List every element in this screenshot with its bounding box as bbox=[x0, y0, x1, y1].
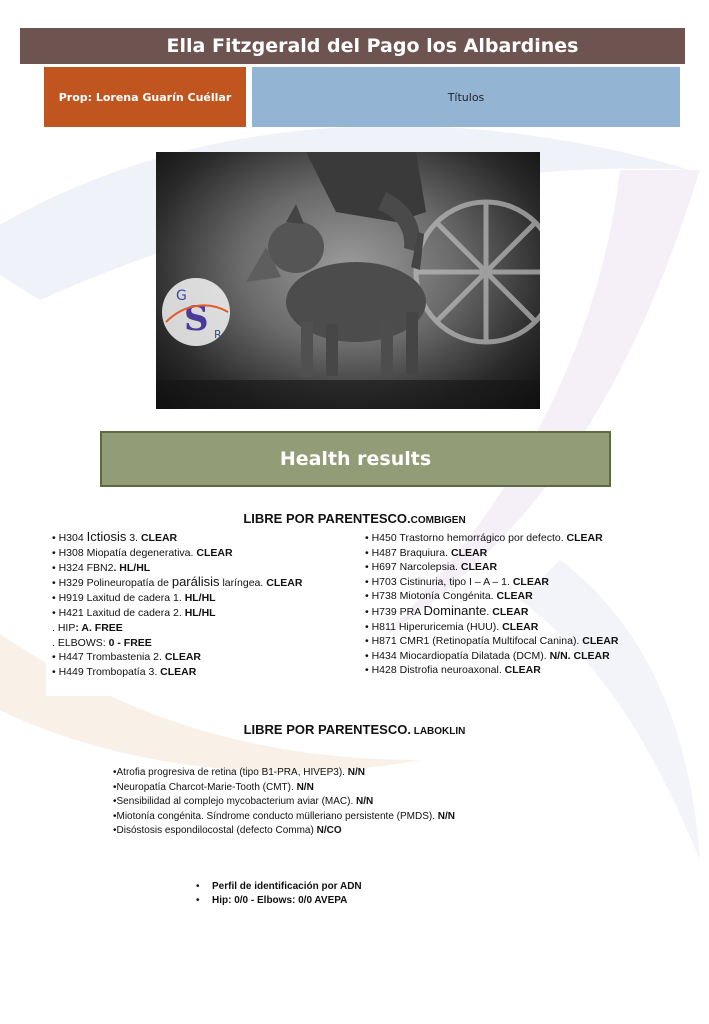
item-text-large: Ictiosis bbox=[86, 529, 127, 544]
list-item bbox=[359, 560, 699, 575]
item-text: • H811 Hiperuricemia (HUU). bbox=[365, 620, 503, 633]
item-result: CLEAR bbox=[496, 590, 533, 603]
list-item bbox=[359, 531, 699, 546]
item-result: CLEAR bbox=[140, 532, 178, 544]
item-text: • H449 Trombopatía 3. bbox=[52, 666, 161, 679]
item-result: CLEAR bbox=[492, 605, 529, 618]
item-result: CLEAR bbox=[450, 546, 488, 559]
item-text: •Disóstosis espondilocostal (defecto Comma) bbox=[113, 825, 317, 837]
list-item bbox=[359, 589, 699, 604]
item-result: HL/HL bbox=[184, 606, 216, 619]
list-item bbox=[359, 663, 699, 678]
extra-list bbox=[196, 880, 596, 908]
item-result: CLEAR bbox=[460, 561, 498, 574]
item-text: •Atrofia progresiva de retina (tipo B1-PRA, HIVEP3). bbox=[113, 767, 348, 778]
owner-label: Prop: Lorena Guarín Cuéllar bbox=[58, 90, 232, 104]
list-item bbox=[46, 650, 347, 665]
laboklin-heading: LIBRE POR PARENTESCO. LABOKLIN bbox=[243, 722, 466, 737]
list-item bbox=[113, 795, 673, 810]
item-result: CLEAR bbox=[502, 620, 539, 633]
list-item bbox=[359, 620, 699, 635]
item-result: CLEAR bbox=[266, 577, 303, 590]
list-item bbox=[46, 665, 347, 680]
item-text: • H447 Trombastenia 2. bbox=[52, 651, 165, 664]
svg-text:G: G bbox=[176, 288, 187, 304]
item-text: • H329 Polineuropatía de bbox=[52, 577, 172, 590]
list-item bbox=[113, 824, 673, 839]
dog-photo-illustration bbox=[156, 152, 540, 409]
list-item bbox=[46, 575, 347, 591]
list-item bbox=[113, 766, 673, 781]
list-item bbox=[359, 546, 699, 561]
list-item bbox=[46, 606, 347, 621]
dog-name-title: Ella Fitzgerald del Pago los Albardines bbox=[166, 35, 579, 57]
list-item bbox=[196, 894, 596, 908]
item-text: • H428 Distrofia neuroaxonal. bbox=[365, 664, 505, 677]
title-bar bbox=[20, 28, 685, 64]
svg-text:S: S bbox=[184, 299, 209, 339]
item-text: • H919 Laxitud de cadera 1. bbox=[52, 592, 185, 605]
list-item bbox=[113, 781, 673, 796]
item-text: • H324 FBN bbox=[52, 561, 108, 574]
item-result: . HL/HL bbox=[113, 561, 151, 574]
item-text: laríngea. bbox=[219, 577, 267, 590]
combigen-right-list bbox=[359, 531, 699, 678]
item-text: 3. bbox=[126, 532, 141, 544]
item-text: Perfil de identificación por ADN bbox=[212, 881, 362, 892]
item-text: • H487 Braquiura. bbox=[365, 546, 451, 559]
item-text: 2 bbox=[107, 561, 114, 574]
combigen-heading: LIBRE POR PARENTESCO.COMBIGEN bbox=[243, 511, 466, 526]
item-text: •Neuropatía Charcot-Marie-Tooth (CMT). bbox=[113, 781, 297, 793]
item-result: N/N bbox=[347, 767, 365, 778]
laboklin-list bbox=[113, 766, 673, 839]
list-item bbox=[113, 810, 673, 825]
bullet-icon: • bbox=[196, 895, 200, 906]
titles-label: Títulos bbox=[447, 90, 485, 104]
owner-box bbox=[44, 67, 246, 127]
svg-text:R: R bbox=[214, 328, 222, 341]
list-item bbox=[46, 636, 347, 651]
list-item bbox=[46, 561, 347, 576]
health-results-banner bbox=[100, 431, 611, 487]
item-result: HL/HL bbox=[184, 592, 216, 605]
item-text: •Sensibilidad al complejo mycobacterium aviar (MAC). bbox=[113, 796, 357, 808]
item-result: CLEAR bbox=[504, 664, 541, 677]
item-text: • H739 PRA bbox=[365, 605, 424, 618]
item-text: . ELBOWS: bbox=[52, 636, 109, 649]
item-text: . bbox=[486, 605, 493, 618]
item-text: . HIP bbox=[52, 621, 76, 634]
item-result: CLEAR bbox=[582, 635, 619, 648]
list-item bbox=[359, 649, 699, 664]
item-text: • H738 Miotonía Congénita. bbox=[365, 590, 497, 603]
list-item bbox=[46, 530, 347, 546]
item-result: CLEAR bbox=[512, 575, 550, 588]
combigen-left-list bbox=[46, 530, 347, 696]
list-item bbox=[359, 634, 699, 649]
item-text-large: parálisis bbox=[171, 574, 220, 590]
item-text-large: Dominante bbox=[423, 602, 487, 618]
item-result: CLEAR bbox=[160, 666, 197, 679]
list-item bbox=[46, 621, 347, 636]
item-result: N/N bbox=[437, 810, 456, 822]
item-result: N/N. CLEAR bbox=[549, 649, 610, 662]
item-text: • H304 bbox=[52, 532, 87, 544]
list-item bbox=[46, 546, 347, 561]
bullet-icon: • bbox=[196, 881, 200, 892]
item-result: N/N bbox=[356, 796, 374, 808]
item-text: Hip: 0/0 - Elbows: 0/0 AVEPA bbox=[212, 895, 348, 906]
dog-photo bbox=[156, 152, 540, 409]
item-result: CLEAR bbox=[164, 651, 201, 664]
item-result: 0 - FREE bbox=[108, 636, 152, 649]
health-results-title: Health results bbox=[279, 448, 432, 470]
item-result: CLEAR bbox=[566, 532, 603, 544]
list-item bbox=[359, 604, 699, 620]
sgr-logo-icon bbox=[162, 278, 230, 346]
item-text: • H421 Laxitud de cadera 2. bbox=[52, 606, 185, 619]
item-result: CLEAR bbox=[196, 546, 233, 559]
item-text: • H308 Miopatía degenerativa. bbox=[52, 546, 197, 559]
item-result: N/N bbox=[296, 781, 314, 793]
list-item bbox=[196, 880, 596, 894]
item-text: •Miotonía congénita. Síndrome conducto mülleriano persistente (PMDS). bbox=[113, 810, 438, 822]
titles-box bbox=[252, 67, 680, 127]
item-text: • H871 CMR1 (Retinopatía Multifocal Canina). bbox=[365, 635, 583, 648]
item-text: • H434 Miocardiopatía Dilatada (DCM). bbox=[365, 649, 550, 662]
item-result: : A. FREE bbox=[75, 621, 123, 634]
item-text: • H703 Cistinuria, tipo I – A – 1. bbox=[365, 575, 513, 588]
list-item bbox=[46, 591, 347, 606]
item-text: • H697 Narcolepsia. bbox=[365, 561, 461, 574]
item-text: • H450 Trastorno hemorrágico por defecto. bbox=[365, 532, 567, 544]
item-result: N/CO bbox=[316, 825, 342, 837]
list-item bbox=[359, 575, 699, 590]
